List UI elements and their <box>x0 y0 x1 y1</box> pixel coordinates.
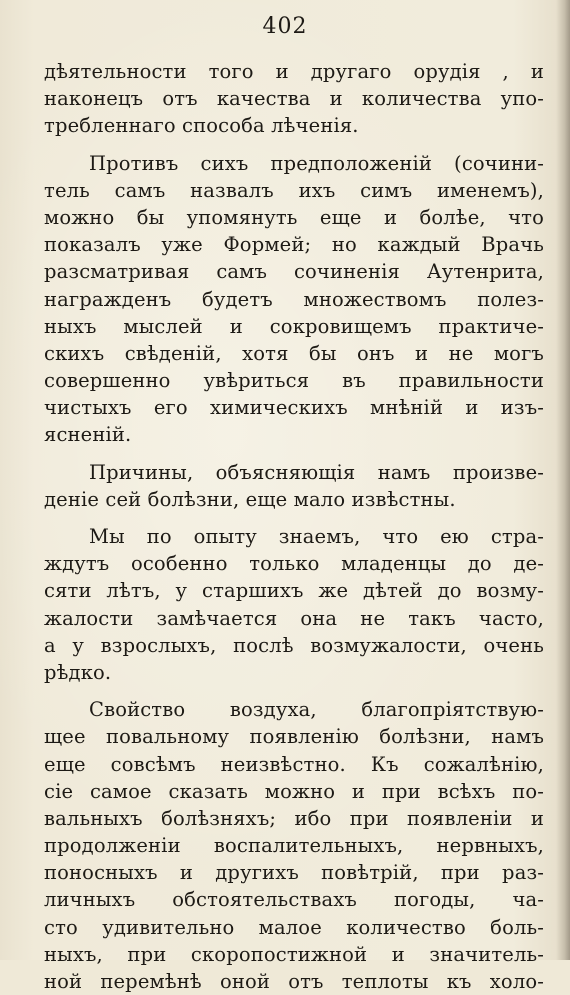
text-line: деніе сей болѣзни, еще мало извѣстны. <box>44 487 456 511</box>
text-line: поносныхъ и другихъ повѣтрій, при раз- <box>44 861 544 885</box>
text-line: Противъ сихъ предположеній (сочини- <box>89 151 544 175</box>
text-line: жалости замѣчается она не такъ часто, <box>44 606 544 630</box>
text-line: тель самъ назвалъ ихъ симъ именемъ), <box>44 178 544 202</box>
text-line: продолженіи воспалительныхъ, нервныхъ, <box>44 834 544 858</box>
text-line: дѣятельности того и другаго орудія , и <box>44 60 544 83</box>
text-line: Причины, объясняющія намъ произве- <box>89 460 544 484</box>
text-line: Мы по опыту знаемъ, что ею стра- <box>89 525 544 548</box>
text-line: ной перемѣнѣ оной отъ теплоты къ холо- <box>44 970 544 993</box>
text-line: ждутъ особенно только младенцы до де- <box>44 552 544 576</box>
text-line: сяти лѣтъ, у старшихъ же дѣтей до возму- <box>44 579 544 603</box>
text-line: а у взрослыхъ, послѣ возмужалости, очень <box>44 633 544 657</box>
text-line: награжденъ будетъ множествомъ полез- <box>44 287 544 311</box>
text-line: требленнаго способа лѣченія. <box>44 114 359 138</box>
text-line: можно бы упомянуть еще и болѣе, что <box>44 205 544 229</box>
page-number: 402 <box>262 14 308 39</box>
text-line: еще совсѣмъ неизвѣстно. Къ сожалѣнію, <box>44 752 544 776</box>
text-line: наконецъ отъ качества и количества упо- <box>44 87 544 111</box>
text-line: ныхъ мыслей и сокровищемъ практиче- <box>44 314 544 338</box>
paragraph <box>44 696 544 995</box>
text-line: ясненій. <box>44 423 132 447</box>
text-line: рѣдко. <box>44 660 112 684</box>
text-line: чистыхъ его химическихъ мнѣній и изъ- <box>44 396 544 420</box>
text-line: щее повальному появленію болѣзни, намъ <box>44 725 544 749</box>
body-text <box>44 58 544 995</box>
text-line: разсматривая самъ сочиненія Аутенрита, <box>44 260 544 284</box>
paragraph <box>44 58 544 140</box>
text-line: совершенно увѣриться въ правильности <box>44 369 544 393</box>
paragraph <box>44 459 544 513</box>
page-gutter-shadow <box>556 0 570 960</box>
text-line: ныхъ, при скоропостижной и значитель- <box>44 942 544 966</box>
text-line: личныхъ обстоятельствахъ погоды, ча- <box>44 888 544 912</box>
text-line: вальныхъ болѣзняхъ; ибо при появленіи и <box>44 806 544 830</box>
paragraph <box>44 150 544 449</box>
text-line: сіе самое сказать можно и при всѣхъ по- <box>44 779 544 803</box>
paragraph <box>44 523 544 686</box>
text-line: показалъ уже Формей; но каждый Врачь <box>44 233 544 257</box>
text-line: скихъ свѣденій, хотя бы онъ и не могъ <box>44 341 544 365</box>
text-line: Свойство воздуха, благопріятствую- <box>89 698 544 722</box>
text-line: сто удивительно малое количество боль- <box>44 915 544 939</box>
